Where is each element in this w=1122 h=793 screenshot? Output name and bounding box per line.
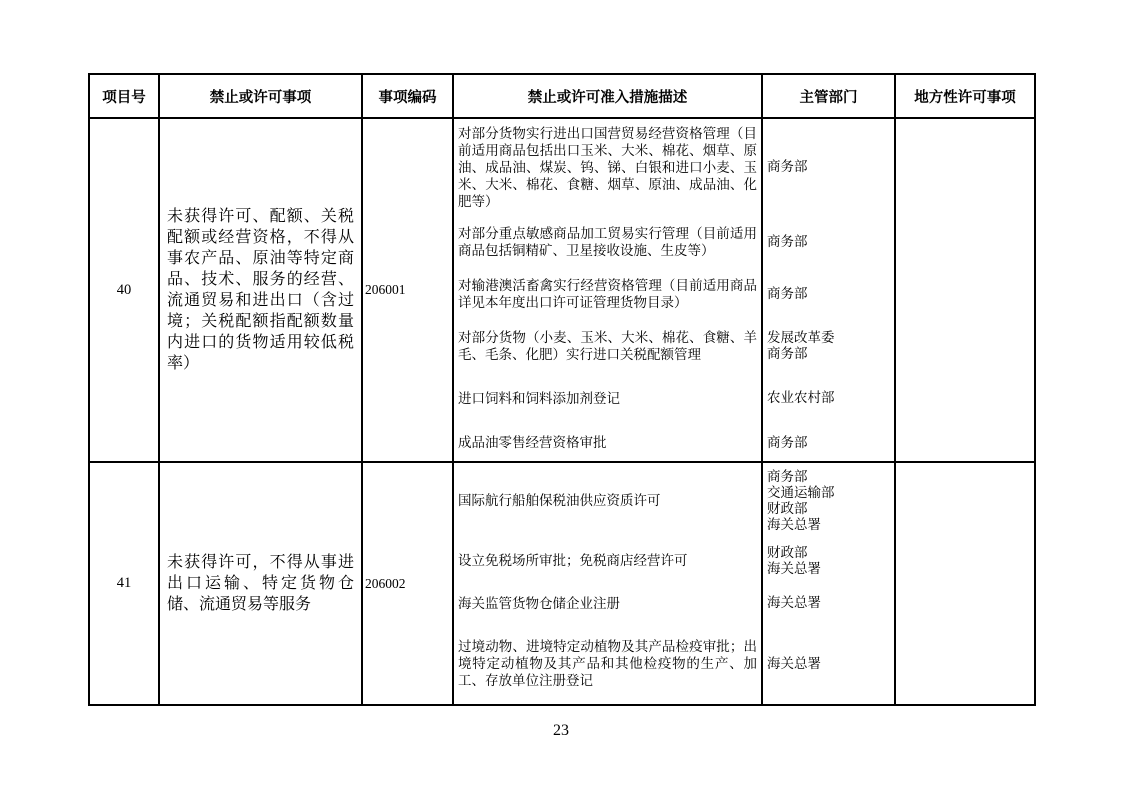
competent-department-cell — [762, 268, 895, 320]
competent-department-cell — [762, 623, 895, 705]
measure-description-cell: 过境动物、进境特定动植物及其产品检疫审批；出境特定动植物及其产品和其他检疫物的生产、加工、存放单位注册登记 — [453, 623, 762, 705]
measure-description-cell: 对部分货物（小麦、玉米、大米、棉花、食糖、羊毛、毛条、化肥）实行进口关税配额管理 — [453, 320, 762, 372]
department-name: 商务部 — [767, 434, 808, 450]
admission-measures-table — [88, 73, 1036, 706]
col-header-competent-department: 主管部门 — [762, 74, 895, 118]
item-code-cell: 206002 — [362, 462, 453, 705]
measure-description-cell: 设立免税场所审批；免税商店经营许可 — [453, 538, 762, 583]
department-name: 海关总署 — [767, 595, 821, 610]
competent-department-cell — [762, 462, 895, 538]
table-row — [89, 462, 1035, 538]
competent-department-cell — [762, 215, 895, 268]
project-number-cell: 40 — [89, 118, 159, 462]
local-licensed-item-cell — [895, 462, 1035, 705]
measure-description-cell: 对部分货物实行进出口国营贸易经营资格管理（目前适用商品包括出口玉米、大米、棉花、烟草、原油、成品油、煤炭、钨、锑、白银和进口小麦、玉米、大米、棉花、食糖、烟草、原油、成品油、化肥等） — [453, 118, 762, 215]
col-header-local-licensed-item: 地方性许可事项 — [895, 74, 1035, 118]
department-name: 商务部 — [767, 233, 808, 249]
col-header-project-no: 项目号 — [89, 74, 159, 118]
competent-department-cell — [762, 372, 895, 424]
department-name: 商务部 — [767, 286, 808, 301]
department-name: 交通运输部 — [767, 484, 835, 500]
department-name: 海关总署 — [767, 655, 821, 671]
prohibited-or-licensed-item-cell: 未获得许可、配额、关税配额或经营资格，不得从事农产品、原油等特定商品、技术、服务的经营、流通贸易和进出口（含过境；关税配额指配额数量内进口的货物适用较低税率） — [159, 118, 362, 462]
measure-description-cell: 海关监管货物仓储企业注册 — [453, 583, 762, 623]
department-name: 海关总署 — [767, 560, 821, 576]
table-row — [89, 118, 1035, 215]
item-code-cell: 206001 — [362, 118, 453, 462]
measure-description-cell: 对输港澳活畜禽实行经营资格管理（目前适用商品详见本年度出口许可证管理货物目录） — [453, 268, 762, 320]
measure-description-cell: 国际航行船舶保税油供应资质许可 — [453, 462, 762, 538]
measure-description-cell: 对部分重点敏感商品加工贸易实行管理（目前适用商品包括铜精矿、卫星接收设施、生皮等） — [453, 215, 762, 268]
col-header-item-code: 事项编码 — [362, 74, 453, 118]
local-licensed-item-cell — [895, 118, 1035, 462]
competent-department-cell — [762, 538, 895, 583]
competent-department-cell — [762, 118, 895, 215]
competent-department-cell — [762, 320, 895, 372]
measure-description-cell: 成品油零售经营资格审批 — [453, 424, 762, 462]
department-name: 发展改革委 — [767, 330, 835, 345]
col-header-measure-description: 禁止或许可准入措施描述 — [453, 74, 762, 118]
department-name: 财政部 — [767, 500, 808, 516]
department-name: 海关总署 — [767, 516, 821, 532]
measure-description-cell: 进口饲料和饲料添加剂登记 — [453, 372, 762, 424]
department-name: 商务部 — [767, 159, 808, 174]
competent-department-cell — [762, 424, 895, 462]
table-header-row — [89, 74, 1035, 118]
department-name: 商务部 — [767, 468, 808, 484]
department-name: 商务部 — [767, 346, 808, 361]
page-number: 23 — [553, 722, 569, 739]
department-name: 财政部 — [767, 544, 808, 560]
prohibited-or-licensed-item-cell: 未获得许可，不得从事进出口运输、特定货物仓储、流通贸易等服务 — [159, 462, 362, 705]
department-name: 农业农村部 — [767, 390, 835, 405]
col-header-prohibited-or-licensed-item: 禁止或许可事项 — [159, 74, 362, 118]
project-number-cell: 41 — [89, 462, 159, 705]
competent-department-cell — [762, 583, 895, 623]
